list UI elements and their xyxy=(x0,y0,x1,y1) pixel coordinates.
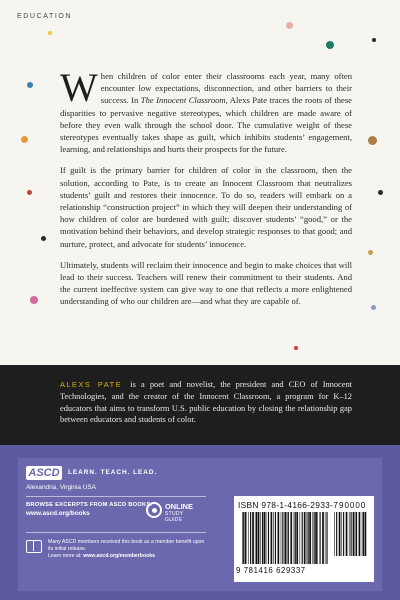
author-bio-text: is a poet and novelist, the president and CEO of Innocent Technologies, and the creator of the Innocent Classroom, a program for K–12 educators that aims to transform U.S. public education by closing the relationship gap between educators and students of color. xyxy=(60,380,353,425)
barcode-bar xyxy=(245,512,247,564)
barcode-bar xyxy=(264,512,266,564)
barcode-bar xyxy=(268,512,269,564)
barcode-bar xyxy=(250,512,251,564)
decorative-dot xyxy=(286,22,293,29)
barcode-bar xyxy=(281,512,282,564)
decorative-dot xyxy=(41,236,46,241)
description-paragraph-1 xyxy=(60,65,352,155)
barcode-bar xyxy=(295,512,296,564)
book-description xyxy=(60,65,352,317)
barcode-bar xyxy=(256,512,257,564)
ascd-logo: ASCD xyxy=(26,466,62,480)
online-study-guide[interactable] xyxy=(146,502,202,523)
author-bio xyxy=(60,379,352,426)
isbn-number: ISBN 978-1-4166-2933-7 xyxy=(238,500,339,510)
open-book-icon xyxy=(26,540,42,553)
barcode-bar xyxy=(309,512,311,564)
barcode-bar xyxy=(255,512,256,564)
barcode-bar xyxy=(341,512,342,556)
barcode-bar xyxy=(300,512,301,564)
barcode-bar xyxy=(290,512,292,564)
decorative-dot xyxy=(368,250,373,255)
barcode-bar xyxy=(363,512,364,556)
barcode-bar xyxy=(322,512,324,564)
divider xyxy=(26,496,206,497)
price-barcode-bars xyxy=(334,512,368,556)
description-paragraph-2: If guilt is the primary barrier for children of color in the classroom, then the solution, according to Pate, is to create an Innocent Classroom that neutralizes students’ guilt and restores their innocence. To do so, readers will embark on a relationship “construction project” in which they will deepen their understanding of how children of color are burdened with guilt; discover students’ “good,” or the motivation behind their behaviors, and develop strategic responses to that good; and nurture, protect, and advocate for students’ innocence. xyxy=(60,165,352,249)
member-benefit-note: Many ASCD members received this book as a member benefit upon its initial release. xyxy=(48,539,205,552)
author-name: ALEXS PATE xyxy=(60,380,123,389)
book-title-inline: The Innocent Classroom xyxy=(140,95,226,106)
barcode-bar xyxy=(312,512,313,564)
publisher-tagline: LEARN. TEACH. LEAD. xyxy=(68,469,158,476)
decorative-dot xyxy=(326,41,334,49)
decorative-dot xyxy=(21,136,28,143)
drop-cap: W xyxy=(60,65,98,110)
publisher-panel xyxy=(18,458,382,591)
decorative-dot xyxy=(371,305,376,310)
barcode-bar xyxy=(325,512,326,564)
barcode-bar xyxy=(359,512,361,556)
barcode-bar xyxy=(317,512,318,564)
barcode-bar xyxy=(287,512,288,564)
study-guide-online: ONLINE xyxy=(165,502,193,511)
barcode-bar xyxy=(314,512,315,564)
excerpts-link[interactable]: www.ascd.org/books xyxy=(26,510,90,517)
barcode-bar xyxy=(308,512,309,564)
barcode-bar xyxy=(334,512,335,556)
para1-lead: hen children of color enter their classrooms each year, many often encounter low expectations, disconnection, and other barriers to their success. In xyxy=(100,71,352,106)
description-paragraph-3: Ultimately, students will reclaim their innocence and begin to make choices that will lead to their success. Teachers will renew their commitment to their students. And the current ineffective system can give way to one that reflects a more enlightened understanding of who our children are—and what they are capable of. xyxy=(60,259,352,307)
divider xyxy=(26,532,206,533)
barcode-bar xyxy=(346,512,348,556)
decorative-dot xyxy=(294,346,298,350)
price-code: 90000 xyxy=(339,501,367,510)
isbn-barcode xyxy=(234,496,374,582)
decorative-dot xyxy=(368,136,377,145)
barcode-bar xyxy=(273,512,274,564)
decorative-dot xyxy=(372,38,376,42)
barcode-bar xyxy=(262,512,263,564)
author-bio-section xyxy=(0,365,400,445)
barcode-bar xyxy=(304,512,306,564)
decorative-dot xyxy=(27,190,32,195)
barcode-bar xyxy=(296,512,298,564)
barcode-bar xyxy=(271,512,273,564)
barcode-bar xyxy=(243,512,244,564)
decorative-dot xyxy=(27,82,33,88)
publisher-address: Alexandria, Virginia USA xyxy=(26,484,96,491)
barcode-bar xyxy=(353,512,355,556)
barcode-bar xyxy=(252,512,254,564)
decorative-dot xyxy=(48,31,52,35)
barcode-bar xyxy=(284,512,286,564)
barcode-bar xyxy=(339,512,341,556)
para1-rest: , Alexs Pate traces the roots of these disparities to pervasive negative stereotypes, which children are made aware of before they even walk through the school door. The cumulative weight of these stereotypes eventually takes shape as guilt, which inhibits students’ engagement, learning, and relationships and hurts their prospects for the future. xyxy=(60,95,352,155)
barcode-bar xyxy=(349,512,350,556)
barcode-bar xyxy=(351,512,352,556)
barcode-bar xyxy=(356,512,357,556)
excerpts-label: BROWSE EXCERPTS FROM ASCD BOOKS: xyxy=(26,502,153,508)
barcode-bar xyxy=(248,512,249,564)
category-label: EDUCATION xyxy=(17,13,73,20)
member-url: www.ascd.org/memberbooks xyxy=(83,553,156,559)
barcode-bar xyxy=(343,512,344,556)
barcode-bar xyxy=(336,512,337,556)
barcode-digits: 9 781416 629337 xyxy=(236,566,306,575)
barcode-bar xyxy=(320,512,321,564)
barcode-bar xyxy=(307,512,308,564)
barcode-bar xyxy=(258,512,260,564)
barcode-bar xyxy=(315,512,317,564)
barcode-bar xyxy=(242,512,243,564)
barcode-bar xyxy=(362,512,363,556)
barcode-bar xyxy=(302,512,303,564)
barcode-bar xyxy=(294,512,295,564)
barcode-bar xyxy=(326,512,327,564)
barcode-bar xyxy=(275,512,276,564)
study-guide-icon xyxy=(146,502,162,518)
barcode-bar xyxy=(260,512,261,564)
barcode-bar xyxy=(288,512,289,564)
member-url-label: Learn more at: xyxy=(48,553,84,559)
barcode-bar xyxy=(266,512,267,564)
member-books-link[interactable] xyxy=(48,553,155,559)
barcode-bar xyxy=(365,512,367,556)
ean-barcode-bars xyxy=(242,512,330,564)
decorative-dot xyxy=(378,190,383,195)
study-guide-label: STUDY GUIDE xyxy=(165,511,184,523)
barcode-bar xyxy=(282,512,283,564)
publisher-section xyxy=(0,445,400,600)
barcode-bar xyxy=(278,512,280,564)
decorative-dot xyxy=(30,296,38,304)
barcode-bar xyxy=(355,512,356,556)
